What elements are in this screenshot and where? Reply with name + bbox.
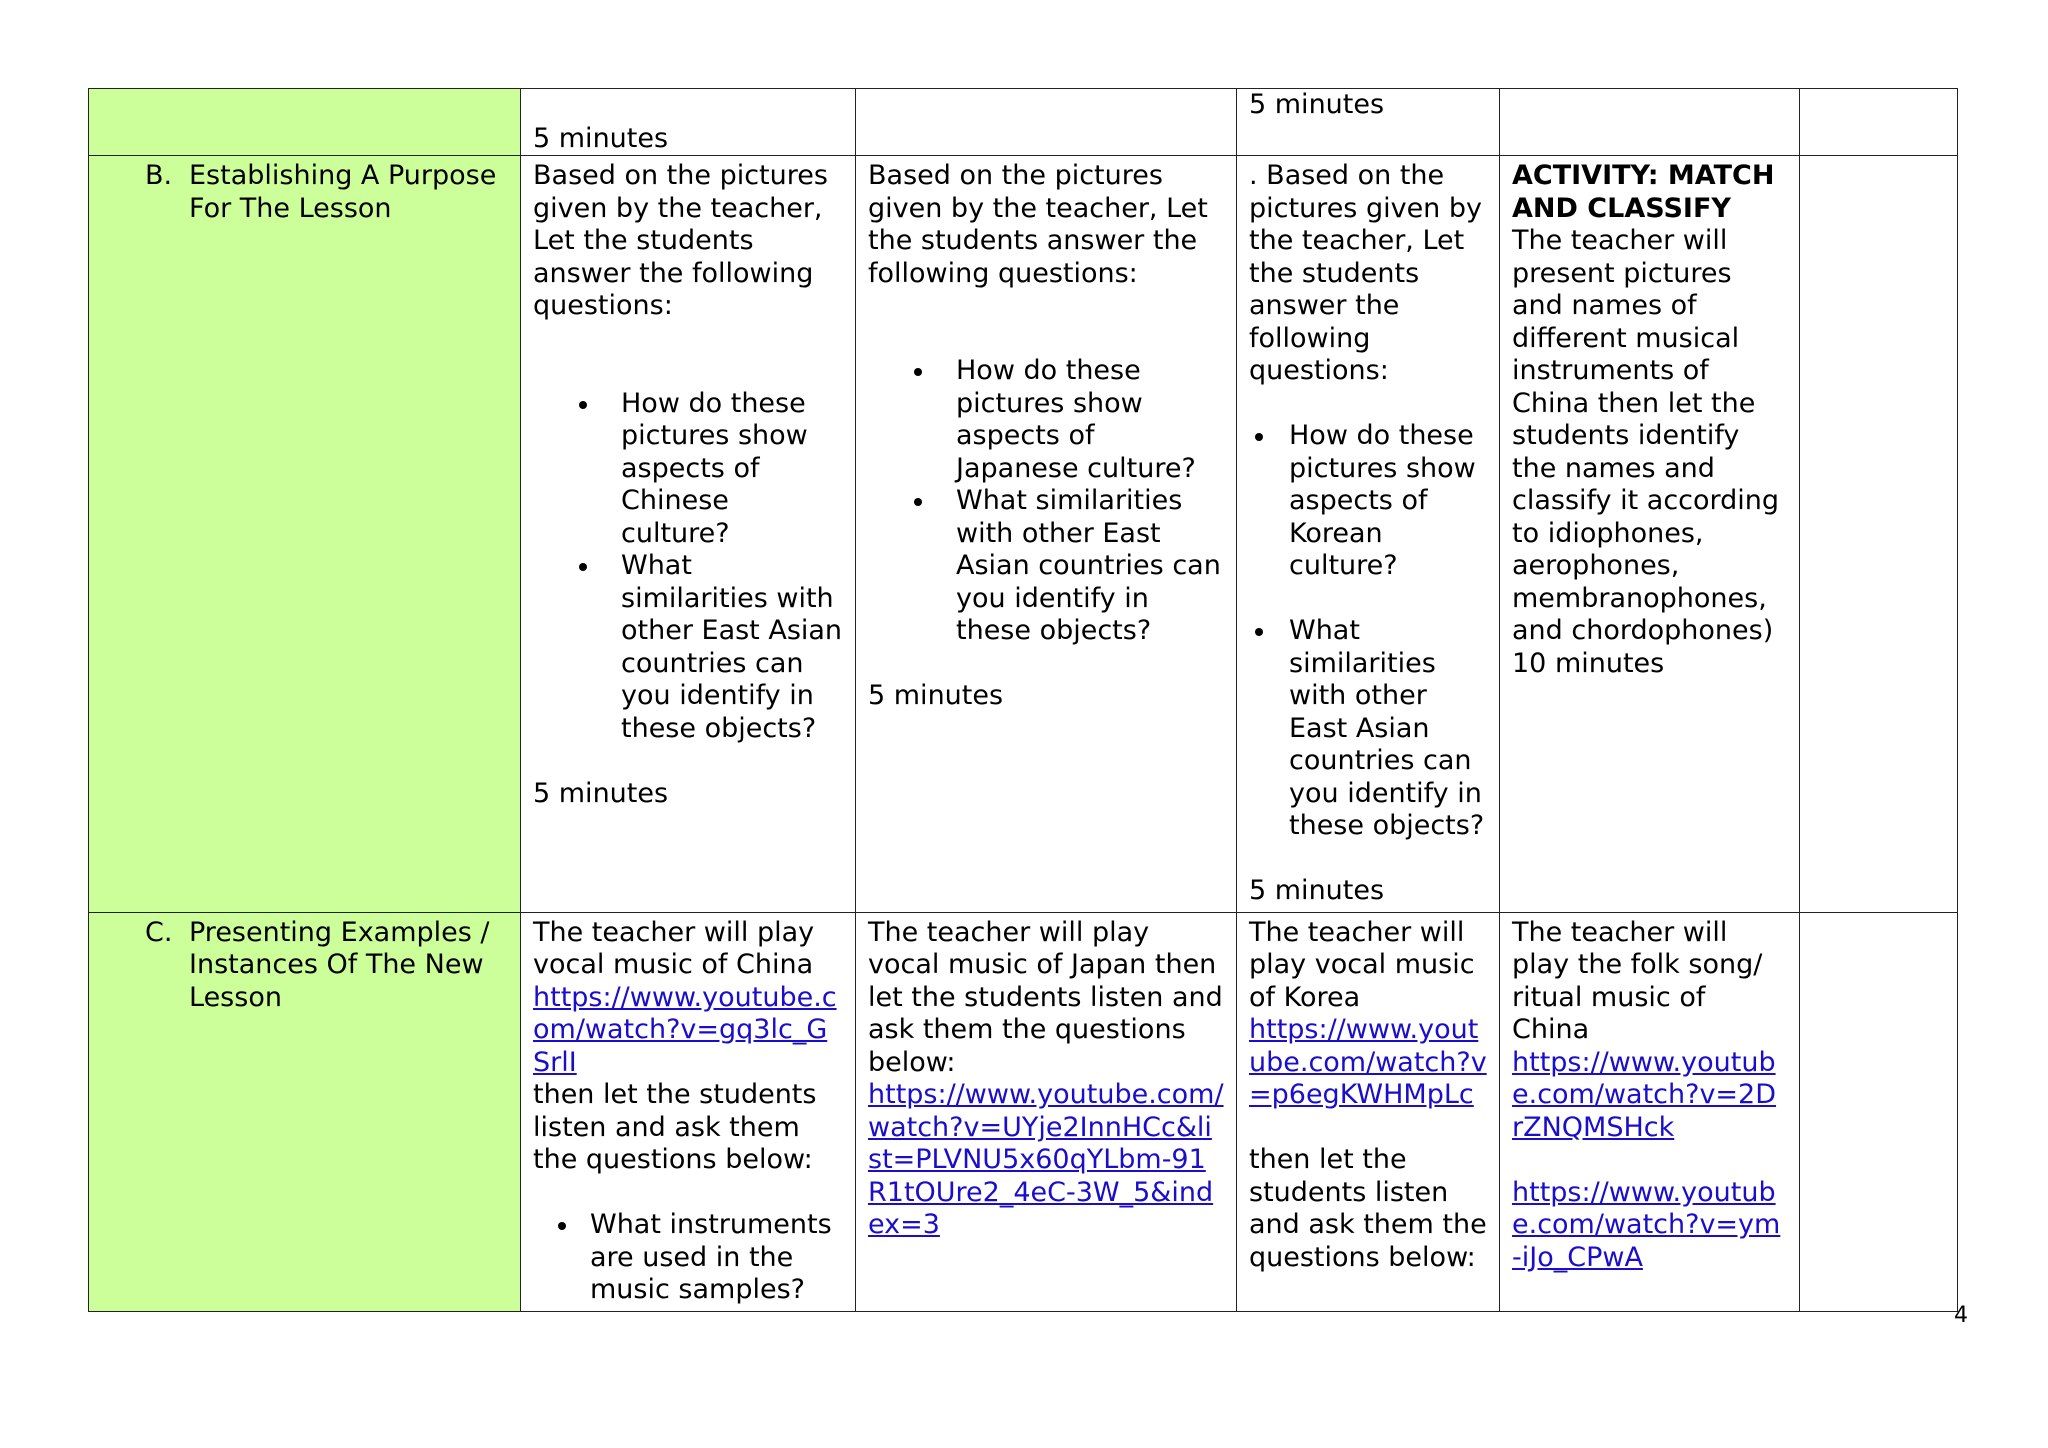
time-text: 5 minutes [533,777,669,809]
cell-intro: Based on the pictures given by the teacher, Let the students answer the following questions: [868,160,1208,289]
table-cell [1237,912,1500,1311]
time-text: 5 minutes [1249,875,1385,906]
table-cell [1800,156,1958,913]
list-item: What similarities with other East Asian countries can you identify in these objects? [533,550,843,745]
question-list [533,1209,843,1307]
page-number: 4 [1954,1303,1968,1328]
cell-body: then let the students listen and ask them the questions below: [1249,1144,1487,1273]
youtube-link[interactable]: https://www.youtube.com/watch?v=2DrZNQMSHck [1512,1046,1777,1143]
table-cell [1237,89,1500,156]
question-list [868,355,1224,648]
row-letter: C. [145,916,173,948]
list-item: What instruments are used in the music samples? [533,1209,843,1307]
row-label: Establishing A Purpose For The Lesson [189,160,497,224]
table-cell [1800,89,1958,156]
question-list [1249,420,1487,843]
table-cell [1800,912,1958,1311]
list-item: What similarities with other East Asian countries can you identify in these objects? [868,485,1224,648]
table-row [89,156,1958,913]
time-text: 5 minutes [1249,89,1385,120]
question-list [533,388,843,746]
table-cell [856,912,1237,1311]
cell-intro: Based on the pictures given by the teacher, Let the students answer the following questions: [533,160,828,321]
cell-intro: The teacher will play vocal music of China [533,916,815,980]
time-text: 10 minutes [1512,647,1665,679]
table-cell [1500,89,1800,156]
cell-intro: The teacher will play vocal music of Japan then let the students listen and ask them the questions below: [868,916,1223,1078]
cell-body: then let the students listen and ask them the questions below: [533,1079,817,1175]
list-item: What similarities with other East Asian countries can you identify in these objects? [1249,615,1487,843]
table-cell [1237,156,1500,913]
table-cell [521,912,856,1311]
youtube-link[interactable]: https://www.youtube.com/watch?v=p6egKWHMpLc [1249,1014,1487,1110]
row-letter: B. [145,160,173,191]
youtube-link[interactable]: https://www.youtube.com/watch?v=ym-iJo_CPwA [1512,1176,1781,1273]
activity-heading: ACTIVITY: MATCH AND CLASSIFY [1512,160,1775,224]
table-cell [1500,912,1800,1311]
cell-intro: The teacher will play vocal music of Korea [1249,916,1475,1013]
time-text: 5 minutes [868,680,1004,711]
lesson-plan-table [88,88,1958,1312]
row-label: Presenting Examples / Instances Of The New Lesson [189,916,490,1013]
row-label-cell [89,912,521,1311]
youtube-link[interactable]: https://www.youtube.com/watch?v=UYje2InnHCc&list=PLVNU5x60qYLbm-91R1tOUre2_4eC-3W_5&index=3 [868,1079,1224,1240]
time-text: 5 minutes [533,122,669,154]
cell-intro: The teacher will play the folk song/ ritual music of China [1512,916,1763,1045]
youtube-link[interactable]: https://www.youtube.com/watch?v=gq3lc_GSrlI [533,981,837,1078]
list-item: How do these pictures show aspects of Korean culture? [1249,420,1487,583]
table-row [89,89,1958,156]
row-label-cell [89,89,521,156]
table-cell [856,89,1237,156]
cell-intro: . Based on the pictures given by the teacher, Let the students answer the following questions: [1249,160,1482,386]
table-cell [521,89,856,156]
table-cell [521,156,856,913]
list-item: How do these pictures show aspects of Chinese culture? [533,388,843,551]
cell-body: The teacher will present pictures and names of different musical instruments of China then let the students identify the names and classify it according to idiophones, aerophones, membranophones, and chordophones) [1512,225,1780,646]
table-cell [856,156,1237,913]
list-item: How do these pictures show aspects of Japanese culture? [868,355,1224,485]
table-row [89,912,1958,1311]
row-label-cell [89,156,521,913]
table-cell [1500,156,1800,913]
